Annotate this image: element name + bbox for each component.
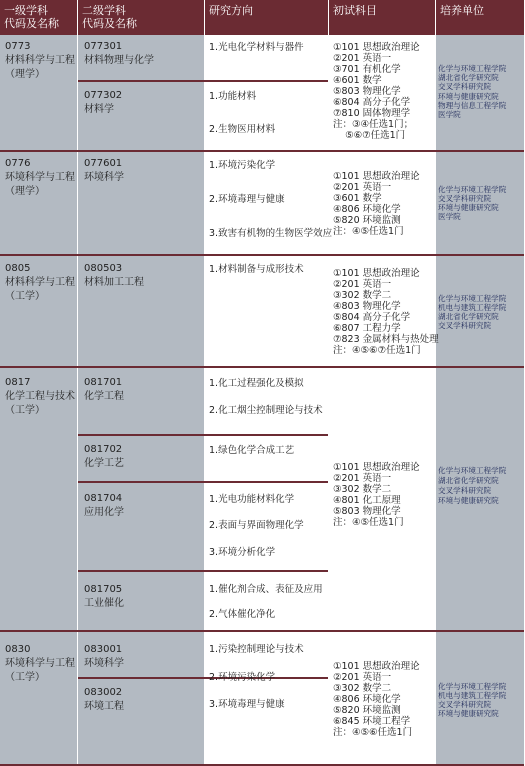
exam-line: ④801 化工原理	[333, 495, 401, 506]
section-0805-code: 0805	[5, 263, 31, 274]
subrow-divider	[78, 570, 328, 572]
unit-item: 湖北省化学研究院	[438, 476, 499, 485]
section-0776-name: 环境科学与工程	[5, 172, 75, 183]
sub-081705-code: 081705	[84, 584, 123, 595]
direction-item: 1.功能材料	[209, 91, 257, 102]
direction-item: 1.光电化学材料与器件	[209, 42, 304, 53]
section-0773-category: （理学）	[5, 69, 45, 80]
exam-line: ⑤803 物理化学	[333, 86, 401, 97]
subrow-divider	[78, 434, 328, 436]
direction-item: 3.环境毒理与健康	[209, 699, 285, 710]
direction-item: 1.光电功能材料化学	[209, 494, 295, 505]
sub-080503-code: 080503	[84, 263, 123, 274]
exam-line: ①101 思想政治理论	[333, 661, 420, 672]
section-0773-name: 材料科学与工程	[5, 55, 75, 66]
sub-081702-code: 081702	[84, 444, 123, 455]
sub-083002-name: 环境工程	[84, 701, 124, 712]
unit-item: 交叉学科研究院	[438, 194, 492, 203]
direction-item: 2.环境毒理与健康	[209, 194, 285, 205]
header-col-1-line1: 一级学科	[4, 4, 48, 17]
exam-line: ④806 环境化学	[333, 204, 401, 215]
exam-line: ②201 英语一	[333, 279, 392, 290]
row-divider	[0, 150, 524, 152]
exam-note: 注：④⑤⑥任选1门	[333, 727, 413, 738]
exam-line: ②201 英语一	[333, 182, 392, 193]
unit-item: 环境与健康研究院	[438, 203, 499, 212]
exam-line: ①101 思想政治理论	[333, 268, 420, 279]
direction-item: 1.环境污染化学	[209, 160, 276, 171]
sub-083002-code: 083002	[84, 687, 123, 698]
unit-item: 交叉学科研究院	[438, 700, 492, 709]
unit-item: 机电与建筑工程学院	[438, 691, 507, 700]
sub-083001-code: 083001	[84, 644, 123, 655]
exam-line: ⑥804 高分子化学	[333, 97, 411, 108]
col-3-background	[205, 35, 328, 766]
header-col-4-label: 初试科目	[333, 4, 377, 17]
direction-item: 2.化工烟尘控制理论与技术	[209, 405, 323, 416]
unit-item: 物理与信息工程学院	[438, 101, 507, 110]
direction-item: 2.表面与界面物理化学	[209, 520, 304, 531]
header-col-2-line1: 二级学科	[82, 4, 126, 17]
header-col-3	[205, 0, 328, 35]
section-0817-code: 0817	[5, 377, 31, 388]
header-col-1	[0, 0, 77, 35]
direction-item: 2.气体催化净化	[209, 609, 276, 620]
section-0817-name: 化学工程与技术	[5, 391, 75, 402]
exam-line: ⑤820 环境监测	[333, 215, 401, 226]
exam-line: ③701 有机化学	[333, 64, 401, 75]
header-col-4	[329, 0, 435, 35]
unit-item: 医学院	[438, 212, 461, 221]
direction-item: 3.环境分析化学	[209, 547, 276, 558]
sub-081701-name: 化学工程	[84, 391, 124, 402]
exam-line: ②201 英语一	[333, 473, 392, 484]
unit-item: 化学与环境工程学院	[438, 185, 507, 194]
exam-line: ⑤804 高分子化学	[333, 312, 411, 323]
exam-line: ②201 英语一	[333, 53, 392, 64]
exam-line: ②201 英语一	[333, 672, 392, 683]
col-4-background	[329, 35, 435, 766]
unit-item: 化学与环境工程学院	[438, 294, 507, 303]
sub-081701-code: 081701	[84, 377, 123, 388]
exam-line: ③302 数学二	[333, 290, 392, 301]
exam-line: ③302 数学二	[333, 683, 392, 694]
subrow-divider	[78, 677, 328, 679]
unit-item: 化学与环境工程学院	[438, 64, 507, 73]
section-0817-category: （工学）	[5, 405, 45, 416]
header-col-5	[436, 0, 524, 35]
unit-item: 化学与环境工程学院	[438, 466, 507, 475]
direction-item: 1.材料制备与成形技术	[209, 264, 304, 275]
exam-note: 注：③④任选1门；	[333, 119, 414, 130]
exam-note: 注：④⑤任选1门	[333, 226, 404, 237]
exam-line: ⑦810 固体物理学	[333, 108, 411, 119]
sub-081702-name: 化学工艺	[84, 458, 124, 469]
sub-077601-code: 077601	[84, 158, 123, 169]
subrow-divider	[78, 481, 328, 483]
direction-item: 1.化工过程强化及模拟	[209, 378, 304, 389]
col-5-background	[436, 35, 524, 766]
unit-item: 环境与健康研究院	[438, 92, 499, 101]
exam-line: ③302 数学二	[333, 484, 392, 495]
header-col-2	[78, 0, 204, 35]
direction-item: 1.催化剂合成、表征及应用	[209, 584, 323, 595]
direction-item: 3.致害有机物的生物医学效应	[209, 228, 333, 239]
subrow-divider	[78, 80, 328, 82]
section-0830-name: 环境科学与工程	[5, 658, 75, 669]
exam-line: ④601 数学	[333, 75, 382, 86]
header-col-3-label: 研究方向	[209, 4, 253, 17]
row-divider	[0, 630, 524, 632]
exam-line: ⑥845 环境工程学	[333, 716, 411, 727]
exam-note: 注：④⑤任选1门	[333, 517, 404, 528]
direction-item: 1.污染控制理论与技术	[209, 644, 304, 655]
unit-item: 交叉学科研究院	[438, 321, 492, 330]
exam-line: ⑥807 工程力学	[333, 323, 401, 334]
header-col-1-line2: 代码及名称	[4, 17, 59, 30]
sub-077301-name: 材料物理与化学	[84, 55, 154, 66]
section-0773-code: 0773	[5, 41, 31, 52]
sub-083001-name: 环境科学	[84, 658, 124, 669]
unit-item: 医学院	[438, 110, 461, 119]
unit-item: 交叉学科研究院	[438, 82, 492, 91]
header-col-2-line2: 代码及名称	[82, 17, 137, 30]
header-col-5-label: 培养单位	[440, 4, 484, 17]
exam-line: ①101 思想政治理论	[333, 462, 420, 473]
sub-077302-name: 材料学	[84, 104, 114, 115]
section-0776-code: 0776	[5, 158, 31, 169]
sub-081704-code: 081704	[84, 493, 123, 504]
unit-item: 交叉学科研究院	[438, 486, 492, 495]
exam-note: ⑤⑥⑦任选1门	[333, 130, 406, 141]
sub-077301-code: 077301	[84, 41, 123, 52]
exam-line: ①101 思想政治理论	[333, 42, 420, 53]
sub-077601-name: 环境科学	[84, 172, 124, 183]
direction-item: 2.生物医用材料	[209, 124, 276, 135]
section-0830-code: 0830	[5, 644, 31, 655]
sub-081704-name: 应用化学	[84, 507, 124, 518]
section-0805-name: 材料科学与工程	[5, 277, 75, 288]
unit-item: 湖北省化学研究院	[438, 312, 499, 321]
unit-item: 机电与建筑工程学院	[438, 303, 507, 312]
row-divider	[0, 366, 524, 368]
exam-line: ③601 数学	[333, 193, 382, 204]
sub-077302-code: 077302	[84, 90, 123, 101]
sub-080503-name: 材料加工工程	[84, 277, 144, 288]
section-0776-category: （理学）	[5, 186, 45, 197]
row-divider	[0, 254, 524, 256]
sub-081705-name: 工业催化	[84, 598, 124, 609]
unit-item: 湖北省化学研究院	[438, 73, 499, 82]
exam-line: ④803 物理化学	[333, 301, 401, 312]
section-0830-category: （工学）	[5, 672, 45, 683]
direction-item: 2.环境污染化学	[209, 672, 276, 683]
exam-note: 注：④⑤⑥⑦任选1门	[333, 345, 421, 356]
exam-line: ⑤820 环境监测	[333, 705, 401, 716]
exam-line: ①101 思想政治理论	[333, 171, 420, 182]
section-0805-category: （工学）	[5, 291, 45, 302]
exam-line: ⑤803 物理化学	[333, 506, 401, 517]
exam-line: ⑦823 金属材料与热处理	[333, 334, 439, 345]
exam-line: ④806 环境化学	[333, 694, 401, 705]
direction-item: 1.绿色化学合成工艺	[209, 445, 295, 456]
unit-item: 环境与健康研究院	[438, 709, 499, 718]
unit-item: 环境与健康研究院	[438, 496, 499, 505]
unit-item: 化学与环境工程学院	[438, 682, 507, 691]
